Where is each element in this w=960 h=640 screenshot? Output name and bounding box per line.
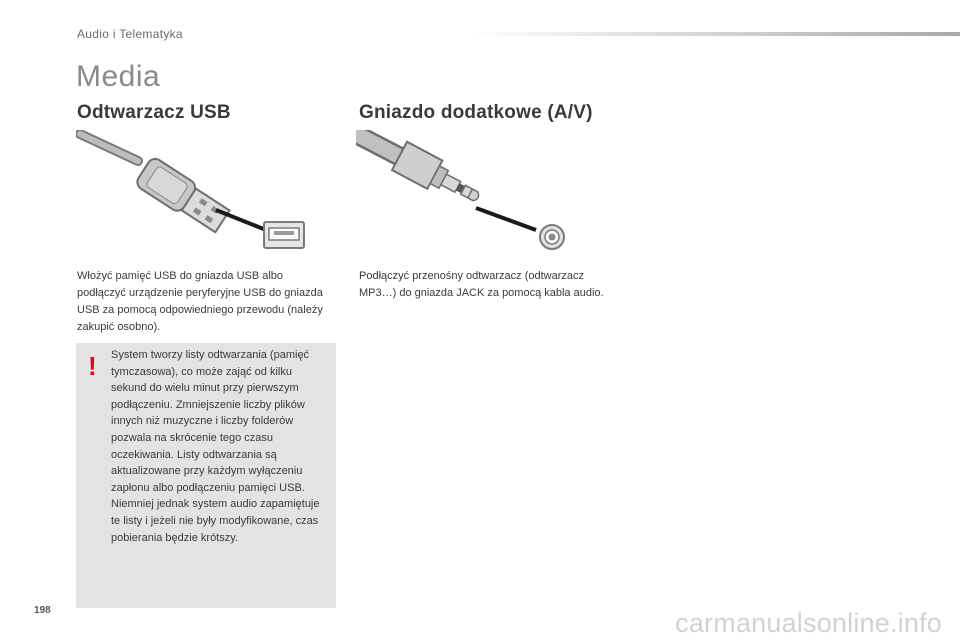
usb-note-box <box>76 343 336 608</box>
warning-exclamation-icon: ! <box>88 351 97 381</box>
footer-watermark: carmanualsonline.info <box>675 608 942 638</box>
jack-plug <box>392 142 486 212</box>
usb-section-title: Odtwarzacz USB <box>77 102 231 123</box>
jack-pointer-arrow <box>476 208 536 230</box>
usb-socket <box>264 222 304 248</box>
jack-plug-illustration <box>356 130 586 255</box>
page-title: Media <box>76 60 161 93</box>
page-number: 198 <box>34 605 51 616</box>
usb-plug <box>134 156 231 236</box>
header-divider <box>470 32 960 36</box>
usb-plug-illustration <box>76 130 316 255</box>
aux-section-title: Gniazdo dodatkowe (A/V) <box>359 102 593 123</box>
usb-note-text: System tworzy listy odtwarzania (pamięć tymczasowa), co może zająć od kilku sekund do wielu minut przy pierwszym podłączeniu. Zmniejszenie liczby plików innych niż muzyczne i liczby folderów pozwala na skrócenie tego czasu oczekiwania. Listy odtwarzania są aktualizowane przy każdym wyłączeniu zapłonu albo podłączeniu pamięci USB. Niemniej jednak system audio zapamiętuje te listy i jeżeli nie były modyfikowane, czas pobierania będzie krótszy. <box>111 349 320 544</box>
usb-instructions: Włożyć pamięć USB do gniazda USB albo podłączyć urządzenie peryferyjne USB do gniazda USB za pomocą odpowiedniego przewodu (należy zakupić osobno). <box>77 270 323 333</box>
usb-cable <box>80 134 138 161</box>
jack-socket <box>540 225 564 249</box>
aux-instructions: Podłączyć przenośny odtwarzacz (odtwarzacz MP3…) do gniazda JACK za pomocą kabla audio. <box>359 270 604 299</box>
header-section-label: Audio i Telematyka <box>77 27 183 41</box>
